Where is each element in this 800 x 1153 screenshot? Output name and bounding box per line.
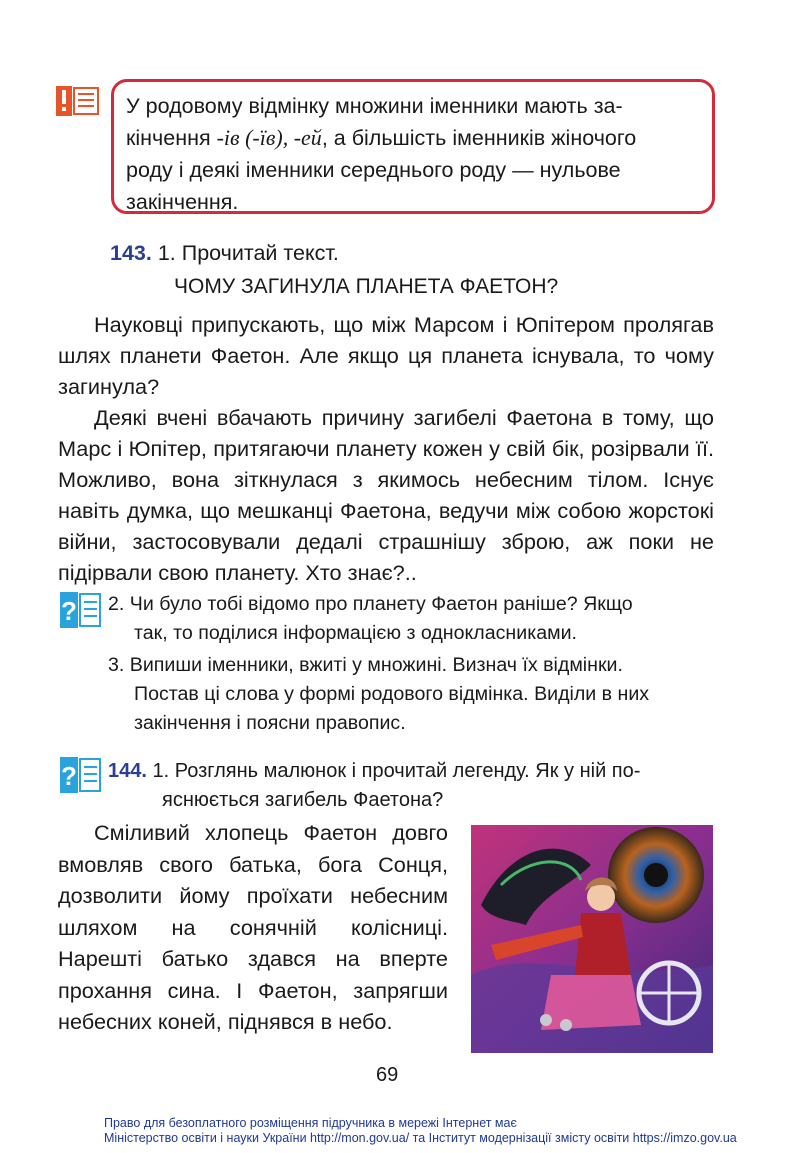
text-paragraph-1: Науковці припускають, що між Марсом і Юпітером пролягав шлях планети Фаетон. Але якщо ця планета існувала, то чому загинула? <box>58 312 714 399</box>
ex143-task1: 1. Прочитай текст. <box>157 241 339 265</box>
footer-line-1: Право для безоплатного розміщення підручника в мережі Інтернет має <box>104 1116 517 1130</box>
task3-line-3: закінчення і поясни правопис. <box>134 712 406 734</box>
rule-line-4: закінчення. <box>126 190 239 214</box>
rule-text <box>126 90 704 218</box>
rule-book-icon <box>56 86 100 116</box>
ex144-task1 <box>108 757 640 815</box>
task3-line-2: Постав ці слова у формі родового відмінка. Виділи в них <box>134 683 650 705</box>
page-number: 69 <box>376 1064 399 1086</box>
rule-line-2 <box>126 122 704 154</box>
text-title: ЧОМУ ЗАГИНУЛА ПЛАНЕТА ФАЕТОН? <box>174 275 559 298</box>
task2-line-2: так, то поділися інформацією з однокласниками. <box>134 622 577 644</box>
ex143-task2 <box>108 590 633 648</box>
ex143-task3 <box>108 651 649 738</box>
svg-text:?: ? <box>61 761 77 791</box>
ex144-task1-text: 1. Розглянь малюнок і прочитай легенду. Як у ній по- <box>152 760 641 782</box>
rule-endings: -ів (-їв), -ей <box>216 125 322 150</box>
rule-line-1: У родовому відмінку множини іменники мають за- <box>126 94 623 118</box>
rule-line-2-b: , а більшість іменників жіночого <box>321 126 637 150</box>
phaeton-illustration <box>471 825 713 1053</box>
svg-text:?: ? <box>61 596 77 626</box>
task3-line-1: 3. Випиши іменники, вжиті у множині. Визнач їх відмінки. <box>108 654 623 676</box>
rule-line-3: роду і деякі іменники середнього роду — нульове <box>126 158 621 182</box>
footer-line-2: Міністерство освіти і науки України http://mon.gov.ua/ та Інститут модернізації змісту освіти https://imzo.gov.ua <box>104 1131 737 1145</box>
rule-line-2-a: кінчення <box>126 126 217 150</box>
ex143-header <box>110 238 339 268</box>
text-paragraph-2: Деякі вчені вбачають причину загибелі Фаетона в тому, що Марс і Юпітер, притягаючи планету кожен у свій бік, розірвали її. Можливо, вона зіткнулася з якимось небесним тілом. Існує навіть думка, що мешканці Фаетона, ведучи між собою жорстокі війни, застосовували дедалі страшнішу зброю, аж поки не підірвали свою планету. Хто знає?.. <box>58 405 714 585</box>
ex144-number: 144. <box>108 760 147 782</box>
question-book-icon <box>60 592 102 628</box>
ex143-number: 143. <box>110 241 152 265</box>
legend-text: Сміливий хлопець Фаетон довго вмовляв свого батька, бога Сонця, дозволити йому проїхати небесним шляхом на сонячній колісниці. Нарешті батько здався на вперте прохання сина. І Фаетон, запрягши небесних коней, піднявся в небо. <box>58 820 448 1034</box>
question-book-icon <box>60 757 102 793</box>
task2-line-1: 2. Чи було тобі відомо про планету Фаетон раніше? Якщо <box>108 593 633 615</box>
ex144-task1-line-1 <box>108 757 640 786</box>
ex144-task1-line-2: яснюється загибель Фаетона? <box>162 789 444 811</box>
